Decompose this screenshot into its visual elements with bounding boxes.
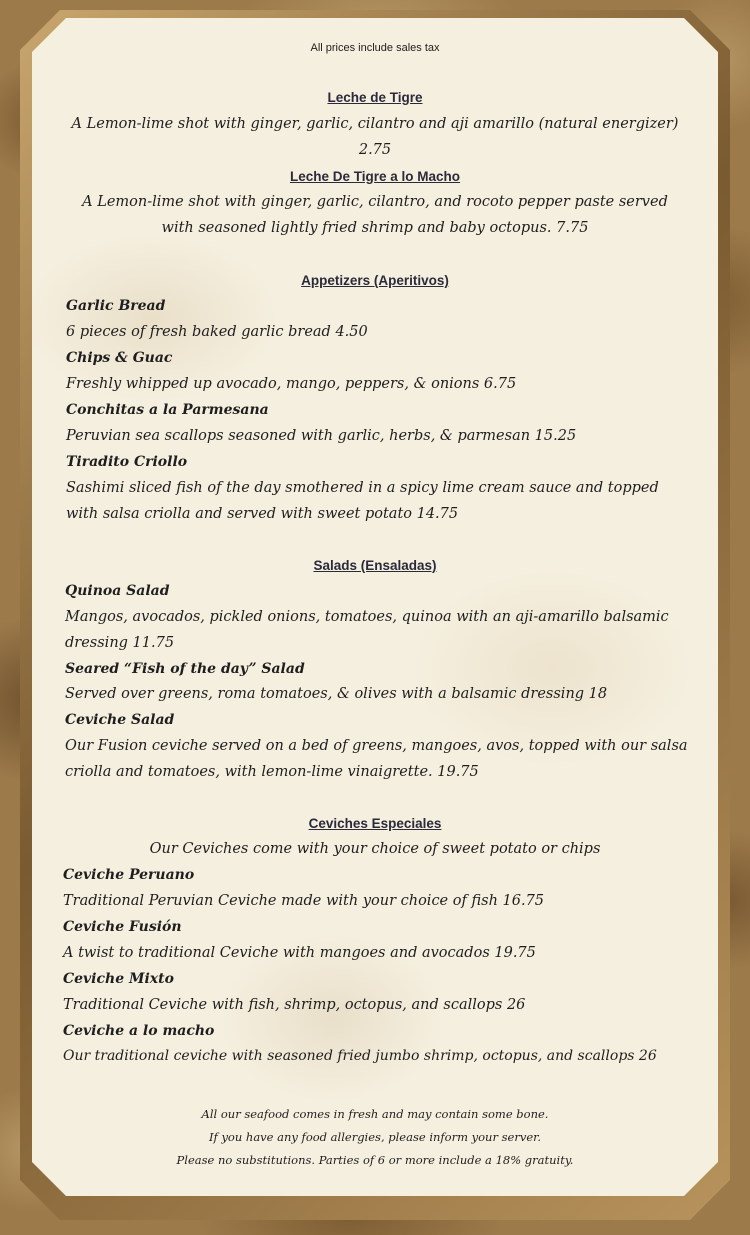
- ceviches-heading: Ceviches Especiales: [308, 816, 442, 831]
- footer-line-2: If you have any food allergies, please inform your server.: [208, 1130, 542, 1144]
- menu-item-desc: Freshly whipped up avocado, mango, peppers, & onions 6.75: [66, 376, 517, 392]
- menu-item-name: Conchitas a la Parmesana: [66, 402, 269, 418]
- menu-item-desc: dressing 11.75: [65, 635, 175, 651]
- menu-item-name: Chips & Guac: [66, 350, 173, 366]
- menu-item-desc: Peruvian sea scallops seasoned with garlic, herbs, & parmesan 15.25: [66, 428, 577, 444]
- leche-macho-title: Leche De Tigre a lo Macho: [289, 169, 461, 184]
- menu-item-desc: Traditional Peruvian Ceviche made with your choice of fish 16.75: [63, 893, 545, 909]
- menu-item-desc: A twist to traditional Ceviche with mangoes and avocados 19.75: [63, 945, 536, 961]
- menu-item-desc: Our traditional ceviche with seasoned fried jumbo shrimp, octopus, and scallops 26: [63, 1048, 657, 1064]
- menu-item-desc: 6 pieces of fresh baked garlic bread 4.50: [66, 324, 368, 340]
- menu-item-name: Ceviche Salad: [65, 712, 175, 728]
- menu-item-name: Tiradito Criollo: [66, 454, 188, 470]
- menu-item-name: Ceviche Mixto: [63, 971, 174, 987]
- menu-item-name: Seared “Fish of the day” Salad: [65, 661, 305, 677]
- appetizers-heading: Appetizers (Aperitivos): [301, 273, 449, 288]
- leche-macho-desc-line2: with seasoned lightly fried shrimp and baby octopus. 7.75: [161, 220, 589, 236]
- menu-item-name: Ceviche Fusión: [63, 919, 182, 935]
- menu-item-desc: Served over greens, roma tomatoes, & olives with a balsamic dressing 18: [65, 686, 608, 702]
- leche-de-tigre-desc: A Lemon-lime shot with ginger, garlic, cilantro and aji amarillo (natural energizer): [71, 116, 679, 132]
- menu-item-name: Quinoa Salad: [65, 583, 170, 599]
- menu-item-desc: criolla and tomatoes, with lemon-lime vinaigrette. 19.75: [65, 764, 479, 780]
- tax-notice: All prices include sales tax: [310, 42, 440, 54]
- menu-item-desc: Our Fusion ceviche served on a bed of greens, mangoes, avos, topped with our salsa: [65, 738, 688, 754]
- leche-de-tigre-title: Leche de Tigre: [327, 90, 423, 105]
- ceviches-subtitle: Our Ceviches come with your choice of sweet potato or chips: [149, 841, 601, 857]
- menu-item-desc: Mangos, avocados, pickled onions, tomatoes, quinoa with an aji-amarillo balsamic: [65, 609, 669, 625]
- menu-item-name: Garlic Bread: [66, 298, 166, 314]
- menu-item-desc: with salsa criolla and served with sweet potato 14.75: [66, 506, 459, 522]
- menu-item-desc: Traditional Ceviche with fish, shrimp, octopus, and scallops 26: [63, 997, 526, 1013]
- menu-item-name: Ceviche a lo macho: [63, 1023, 215, 1039]
- leche-macho-desc-line1: A Lemon-lime shot with ginger, garlic, cilantro, and rocoto pepper paste served: [82, 194, 668, 210]
- salads-heading: Salads (Ensaladas): [313, 558, 437, 573]
- leche-de-tigre-price: 2.75: [358, 142, 392, 158]
- footer-line-3: Please no substitutions. Parties of 6 or more include a 18% gratuity.: [176, 1153, 574, 1167]
- footer-line-1: All our seafood comes in fresh and may contain some bone.: [201, 1107, 549, 1121]
- menu-item-desc: Sashimi sliced fish of the day smothered in a spicy lime cream sauce and topped: [66, 480, 659, 496]
- menu-item-name: Ceviche Peruano: [63, 867, 195, 883]
